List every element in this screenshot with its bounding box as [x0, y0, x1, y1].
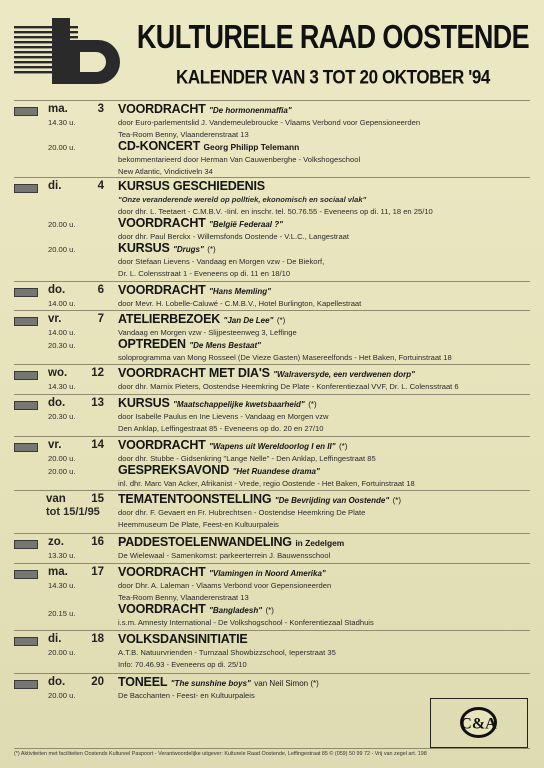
event-detail: bekommentarieerd door Herman Van Cauwenberghe - Volkshogeschool	[118, 155, 361, 164]
entry-day: vr.	[48, 439, 62, 451]
event-detail: inl. dhr. Marc Van Acker, Afrikanist - Vrede, regio Oostende - Het Baken, Fortuinstraat 18	[118, 479, 415, 488]
entry-day: di.	[48, 633, 62, 645]
event-tail: (*)	[338, 442, 348, 451]
entry-day: do.	[48, 676, 66, 688]
event-detail: A.T.B. Natuurvrienden - Turnzaal Showbizzschool, Ieperstraat 35	[118, 648, 336, 657]
entry-date: 7	[97, 313, 104, 325]
entry-day: do.	[48, 284, 66, 296]
event-detail: door dhr. Marnix Pieters, Oostendse Heemkring De Plate - Konferentiezaal VVF, Dr. L. Colensstraat 6	[118, 382, 459, 391]
event-title: VOORDRACHT	[118, 102, 206, 116]
event-heading	[118, 397, 317, 411]
event-subtitle: "De Bevrijding van Oostende"	[274, 496, 390, 505]
event-subtitle: "Wapens uit Wereldoorlog I en II"	[209, 442, 336, 451]
event-subtitle: "Hans Memling"	[209, 287, 271, 296]
event-heading	[118, 464, 320, 478]
event-heading	[118, 633, 248, 646]
event-title: GESPREKSAVOND	[118, 463, 230, 477]
event-title: VOLKSDANSINITIATIE	[118, 632, 248, 646]
event-time: 14.00 u.	[48, 328, 76, 337]
event-title: OPTREDEN	[118, 337, 186, 351]
event-time: 20.00 u.	[48, 454, 76, 463]
event-detail: Tea-Room Benny, Vlaanderenstraat 13	[118, 593, 249, 602]
event-title: PADDESTOELENWANDELING	[118, 535, 292, 549]
event-heading	[118, 284, 271, 298]
event-heading	[118, 536, 344, 550]
event-subtitle: "The sunshine boys"	[170, 679, 251, 688]
entry-day: vr.	[48, 313, 62, 325]
event-time: 20.15 u.	[48, 609, 76, 618]
divider	[14, 281, 530, 282]
entry-marker-bar	[14, 107, 38, 116]
event-subtitle: "Bangladesh"	[209, 606, 263, 615]
event-subtitle: "Vlamingen in Noord Amerika"	[209, 569, 326, 578]
divider	[14, 563, 530, 564]
event-tail: (*)	[308, 400, 317, 409]
event-title: VOORDRACHT	[118, 565, 206, 579]
entry-day: wo.	[48, 367, 68, 379]
event-detail: door Mevr. H. Lobelle-Caluwé - C.M.B.V., Hotel Burlington, Kapellestraat	[118, 299, 362, 308]
event-time: 14.30 u.	[48, 382, 76, 391]
sponsor-logo-text: C&A	[460, 715, 497, 733]
entry-marker-bar	[14, 184, 38, 193]
entry-marker-bar	[14, 570, 38, 579]
event-subtitle: "België Federaal ?"	[209, 220, 283, 229]
event-title: TONEEL	[118, 675, 168, 689]
sponsor-logo-box	[430, 698, 528, 748]
entry-marker-bar	[14, 680, 38, 689]
divider	[14, 490, 530, 491]
divider	[14, 748, 530, 749]
event-time: 14.00 u.	[48, 299, 76, 308]
event-detail: door Isabelle Paulus en Ine Lievens - Vandaag en Morgen vzw	[118, 412, 329, 421]
event-title: KURSUS GESCHIEDENIS	[118, 179, 265, 193]
event-title: ATELIERBEZOEK	[118, 312, 221, 326]
event-heading	[118, 566, 326, 580]
event-time: 20.00 u.	[48, 648, 76, 657]
footer-note: (*) Aktiviteiten met faciliteiten Oostends Kultureel Paspoort - Verantwoordelijke uitgever: Kulturele Raad Oostende, Leffingestraat 85 © (059) 50 99 72 - Vrij van zegel art. 198	[14, 751, 427, 757]
entry-marker-bar	[14, 637, 38, 646]
page-title: KULTURELE RAAD OOSTENDE	[136, 18, 530, 56]
event-detail: Tea-Room Benny, Vlaanderenstraat 13	[118, 130, 249, 139]
event-detail: New Atlantic, Vindictiveln 34	[118, 167, 213, 176]
event-detail: i.s.m. Amnesty International - De Volkshogschool - Konferentiezaal Stadhuis	[118, 618, 374, 627]
event-heading	[118, 242, 216, 256]
event-title: VOORDRACHT MET DIA'S	[118, 366, 270, 380]
event-detail: door dhr. Stubbe - Gidsenkring "Lange Nelle" - Den Anklap, Leffingestraat 85	[118, 454, 376, 463]
event-title: KURSUS	[118, 396, 170, 410]
event-heading	[118, 367, 415, 381]
entry-date: 18	[91, 633, 104, 645]
entry-marker-bar	[14, 540, 38, 549]
event-subtitle: "Het Ruandese drama"	[232, 467, 320, 476]
entry-day: zo.	[48, 536, 64, 548]
event-time: tot 15/1/95	[46, 506, 100, 518]
event-tail: (*)	[207, 245, 216, 254]
event-tail: Georg Philipp Telemann	[203, 142, 300, 152]
event-detail: door Euro-parlementslid J. Vandemeulebroucke - Vlaams Verbond voor Gepensioneerden	[118, 118, 421, 127]
divider	[14, 533, 530, 534]
event-detail: Info: 70.46.93 - Eveneens op di. 25/10	[118, 660, 247, 669]
event-detail: door dhr. Paul Berckx - Willemsfonds Oostende - V.L.C., Langestraat	[118, 232, 350, 241]
event-detail: door dhr. F. Gevaert en Fr. Hubrechtsen - Oostendse Heemkring De Plate	[118, 508, 366, 517]
event-detail: Vandaag en Morgen vzw - Slijpesteenweg 3, Leffinge	[118, 328, 297, 337]
event-subtitle: "Walraversyde, een verdwenen dorp"	[273, 370, 415, 379]
divider	[14, 364, 530, 365]
entry-day: ma.	[48, 103, 68, 115]
event-title: KURSUS	[118, 241, 170, 255]
event-detail: door dhr. L. Teetaert - C.M.B.V. -Iinl. en inschr. tel. 50.76.55 - Eveneens op di. 11, 18 en 25/10	[118, 207, 433, 216]
event-subtitle: "De hormonenmaffia"	[209, 106, 292, 115]
divider	[14, 310, 530, 311]
event-title: CD-KONCERT	[118, 139, 201, 153]
event-detail: De Wielewaal - Samenkomst: parkeerterrein J. Bauwensschool	[118, 551, 331, 560]
event-time: 20.00 u.	[48, 220, 76, 229]
event-title: VOORDRACHT	[118, 283, 206, 297]
entry-date: 12	[91, 367, 104, 379]
entry-date: 4	[97, 180, 104, 192]
entry-date: 16	[91, 536, 104, 548]
event-time: 14.30 u.	[48, 581, 76, 590]
event-subtitle: "Drugs"	[173, 245, 204, 254]
entry-marker-bar	[14, 443, 38, 452]
event-time: 20.00 u.	[48, 245, 76, 254]
entry-date: 3	[97, 103, 104, 115]
entry-date: 17	[91, 566, 104, 578]
event-title: VOORDRACHT	[118, 216, 206, 230]
event-subtitle: "De Mens Bestaat"	[189, 341, 261, 350]
divider	[14, 177, 530, 178]
event-tail: (*)	[276, 316, 286, 325]
event-tail: (*)	[265, 606, 274, 615]
page-subtitle: KALENDER VAN 3 TOT 20 OKTOBER '94	[176, 66, 490, 88]
entry-day: ma.	[48, 566, 68, 578]
event-detail: soloprogramma van Mong Rosseel (De Vieze Gasten) Masereelfonds - Het Baken, Fortuinstraat 18	[118, 353, 452, 362]
divider	[14, 630, 530, 631]
event-title: VOORDRACHT	[118, 602, 206, 616]
entry-day: do.	[48, 397, 66, 409]
entry-marker-bar	[14, 401, 38, 410]
entry-date: 14	[91, 439, 104, 451]
event-heading	[118, 439, 347, 453]
ca-logo-icon	[431, 699, 526, 746]
event-time: 20.00 u.	[48, 143, 76, 152]
divider	[14, 100, 530, 101]
event-heading	[118, 103, 292, 117]
entry-marker-bar	[14, 288, 38, 297]
event-time: 20.30 u.	[48, 341, 76, 350]
entry-date: 20	[91, 676, 104, 688]
event-tail: van Neil Simon (*)	[254, 679, 319, 688]
event-detail: door Stefaan Lievens - Vandaag en Morgen vzw - De Biekorf,	[118, 257, 325, 266]
event-detail: Dr. L. Colensstraat 1 - Eveneens op di. 11 en 18/10	[118, 269, 291, 278]
event-time: 14.30 u.	[48, 118, 76, 127]
kro-logo-icon	[14, 18, 126, 86]
event-time: 20.00 u.	[48, 691, 76, 700]
event-time: 20.30 u.	[48, 412, 76, 421]
event-detail: door Dhr. A. Laleman - Vlaams Verbond voor Gepensioneerden	[118, 581, 332, 590]
divider	[14, 394, 530, 395]
event-tail: in Zedelgem	[295, 538, 345, 548]
entry-day: di.	[48, 180, 62, 192]
event-detail: "Onze veranderende wereld op polltiek, ekonomisch en sociaal vlak"	[118, 195, 367, 204]
entry-day: van	[46, 493, 66, 505]
entry-date: 15	[91, 493, 104, 505]
entry-date: 13	[91, 397, 104, 409]
event-detail: Den Anklap, Leffingestraat 85 - Eveneens op do. 20 en 27/10	[118, 424, 324, 433]
event-heading	[118, 140, 299, 154]
event-heading	[118, 217, 283, 231]
divider	[14, 673, 530, 674]
event-heading	[118, 493, 401, 507]
entry-marker-bar	[14, 317, 38, 326]
event-subtitle: "Maatschappelijke kwetsbaarheid"	[173, 400, 305, 409]
event-heading	[118, 313, 285, 327]
entry-marker-bar	[14, 371, 38, 380]
divider	[14, 436, 530, 437]
event-tail: (*)	[392, 496, 402, 505]
event-heading	[118, 180, 265, 193]
event-time: 20.00 u.	[48, 467, 76, 476]
event-title: VOORDRACHT	[118, 438, 206, 452]
event-heading	[118, 338, 261, 352]
event-heading	[118, 603, 274, 617]
event-detail: De Bacchanten - Feest- en Kultuurpaleis	[118, 691, 255, 700]
event-time: 13.30 u.	[48, 551, 76, 560]
event-detail: Heemmuseum De Plate, Feest-en Kultuurpaleis	[118, 520, 279, 529]
event-heading	[118, 676, 319, 690]
entry-date: 6	[97, 284, 104, 296]
event-title: TEMATENTOONSTELLING	[118, 492, 272, 506]
event-subtitle: "Jan De Lee"	[223, 316, 274, 325]
